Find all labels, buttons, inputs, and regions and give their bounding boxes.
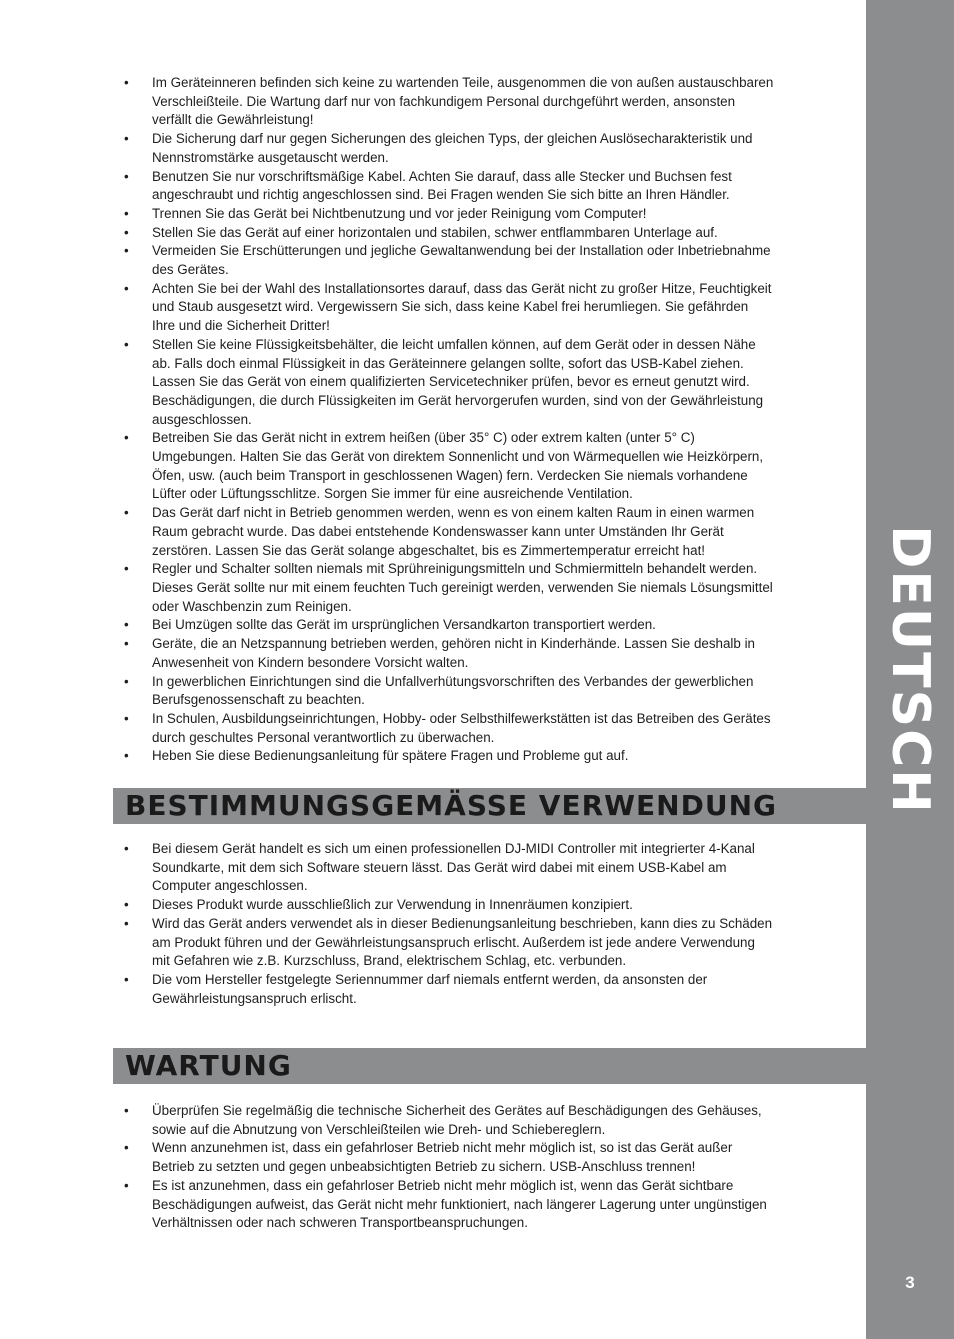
list-item: • In Schulen, Ausbildungseinrichtungen, Hobby- oder Selbsthilfewerkstätten ist das Betreiben des Gerätes durch geschultes Personal verantwortlich zu überwachen. bbox=[124, 710, 774, 747]
list-item: • Überprüfen Sie regelmäßig die technische Sicherheit des Gerätes auf Beschädigungen des Gehäuses, sowie auf die Abnutzung von Verschleißteilen wie Dreh- und Schiebereglern. bbox=[124, 1102, 774, 1139]
section-header-maintenance bbox=[113, 1048, 866, 1084]
list-item: • Wenn anzunehmen ist, dass ein gefahrloser Betrieb nicht mehr möglich ist, so ist das Gerät außer Betrieb zu setzten und gegen unbeabsichtigten Betrieb zu sichern. USB-Anschluss trennen! bbox=[124, 1139, 774, 1176]
list-item: • Vermeiden Sie Erschütterungen und jegliche Gewaltanwendung bei der Installation oder Inbetriebnahme des Gerätes. bbox=[124, 242, 774, 279]
safety-instructions-list bbox=[124, 74, 774, 766]
list-item: • Regler und Schalter sollten niemals mit Sprühreinigungsmitteln und Schmiermitteln behandelt werden. Dieses Gerät sollte nur mit einem feuchten Tuch gereinigt werden, verwenden Sie niemals Lösungsmittel oder Waschbenzin zum Reinigen. bbox=[124, 560, 774, 616]
list-item: • Wird das Gerät anders verwendet als in dieser Bedienungsanleitung beschrieben, kann dies zu Schäden am Produkt führen und der Gewährleistungsanspruch erlischt. Außerdem ist jede andere Verwendung mit Gefahren wie z.B. Kurzschluss, Brand, elektrischem Schlag, etc. verbunden. bbox=[124, 915, 774, 971]
list-item: • Bei diesem Gerät handelt es sich um einen professionellen DJ-MIDI Controller mit integrierter 4-Kanal Soundkarte, mit dem sich Software steuern lässt. Das Gerät wird dabei mit einem USB-Kabel am Computer angeschlossen. bbox=[124, 840, 774, 896]
list-item: • Im Geräteinneren befinden sich keine zu wartenden Teile, ausgenommen die von außen austauschbaren Verschleißteile. Die Wartung darf nur von fachkundigem Personal durchgeführt werden, ansonsten verfällt die Gewährleistung! bbox=[124, 74, 774, 130]
list-item: • Geräte, die an Netzspannung betrieben werden, gehören nicht in Kinderhände. Lassen Sie deshalb in Anwesenheit von Kindern besondere Vorsicht walten. bbox=[124, 635, 774, 672]
section-title: WARTUNG bbox=[125, 1049, 292, 1082]
language-tab-label: DEUTSCH bbox=[880, 525, 940, 815]
list-item: • Die vom Hersteller festgelegte Seriennummer darf niemals entfernt werden, da ansonsten der Gewährleistungsanspruch erlischt. bbox=[124, 971, 774, 1008]
list-item: • Stellen Sie keine Flüssigkeitsbehälter, die leicht umfallen können, auf dem Gerät oder in dessen Nähe ab. Falls doch einmal Flüssigkeit in das Geräteinnere gelangen sollte, sofort das USB-Kabel ziehen. Lassen Sie das Gerät von einem qualifizierten Servicetechniker prüfen, bevor es erneut genutzt wird. Beschädigungen, die durch Flüssigkeiten im Gerät hervorgerufen wurden, sind von der Gewährleistung ausgeschlossen. bbox=[124, 336, 774, 430]
list-item: • Betreiben Sie das Gerät nicht in extrem heißen (über 35° C) oder extrem kalten (unter 5° C) Umgebungen. Halten Sie das Gerät von direktem Sonnenlicht und von Wärmequellen wie Heizkörpern, Öfen, usw. (auch beim Transport in geschlossenen Wagen) fern. Verdecken Sie niemals vorhandene Lüfter oder Lüftungsschlitze. Sorgen Sie immer für eine ausreichende Ventilation. bbox=[124, 429, 774, 504]
list-item: • Dieses Produkt wurde ausschließlich zur Verwendung in Innenräumen konzipiert. bbox=[124, 896, 774, 915]
list-item: • Das Gerät darf nicht in Betrieb genommen werden, wenn es von einem kalten Raum in einen warmen Raum gebracht wurde. Das dabei entstehende Kondenswasser kann unter Umständen Ihr Gerät zerstören. Lassen Sie das Gerät solange abgeschaltet, bis es Zimmertemperatur erreicht hat! bbox=[124, 504, 774, 560]
page-number: 3 bbox=[905, 1273, 915, 1292]
list-item: • Heben Sie diese Bedienungsanleitung für spätere Fragen und Probleme gut auf. bbox=[124, 747, 774, 766]
section-title: BESTIMMUNGSGEMÄSSE VERWENDUNG bbox=[125, 789, 777, 822]
usage-list bbox=[124, 840, 774, 1008]
section-header-usage bbox=[113, 788, 866, 824]
list-item: • Stellen Sie das Gerät auf einer horizontalen und stabilen, schwer entflammbaren Unterlage auf. bbox=[124, 224, 774, 243]
list-item: • Die Sicherung darf nur gegen Sicherungen des gleichen Typs, der gleichen Auslösecharakteristik und Nennstromstärke ausgetauscht werden. bbox=[124, 130, 774, 167]
list-item: • Trennen Sie das Gerät bei Nichtbenutzung und vor jeder Reinigung vom Computer! bbox=[124, 205, 774, 224]
list-item: • Benutzen Sie nur vorschriftsmäßige Kabel. Achten Sie darauf, dass alle Stecker und Buchsen fest angeschraubt und richtig angeschlossen sind. Bei Fragen wenden Sie sich bitte an Ihren Händler. bbox=[124, 168, 774, 205]
list-item: • In gewerblichen Einrichtungen sind die Unfallverhütungsvorschriften des Verbandes der gewerblichen Berufsgenossenschaft zu beachten. bbox=[124, 673, 774, 710]
maintenance-list bbox=[124, 1102, 774, 1233]
list-item: • Es ist anzunehmen, dass ein gefahrloser Betrieb nicht mehr möglich ist, wenn das Gerät sichtbare Beschädigungen aufweist, das Gerät nicht mehr funktioniert, nach längerer Lagerung unter ungünstigen Verhältnissen oder nach schweren Transportbeanspruchungen. bbox=[124, 1177, 774, 1233]
list-item: • Bei Umzügen sollte das Gerät im ursprünglichen Versandkarton transportiert werden. bbox=[124, 616, 774, 635]
list-item: • Achten Sie bei der Wahl des Installationsortes darauf, dass das Gerät nicht zu großer Hitze, Feuchtigkeit und Staub ausgesetzt wird. Vergewissern Sie sich, dass keine Kabel frei herumliegen. Sie gefährden Ihre und die Sicherheit Dritter! bbox=[124, 280, 774, 336]
